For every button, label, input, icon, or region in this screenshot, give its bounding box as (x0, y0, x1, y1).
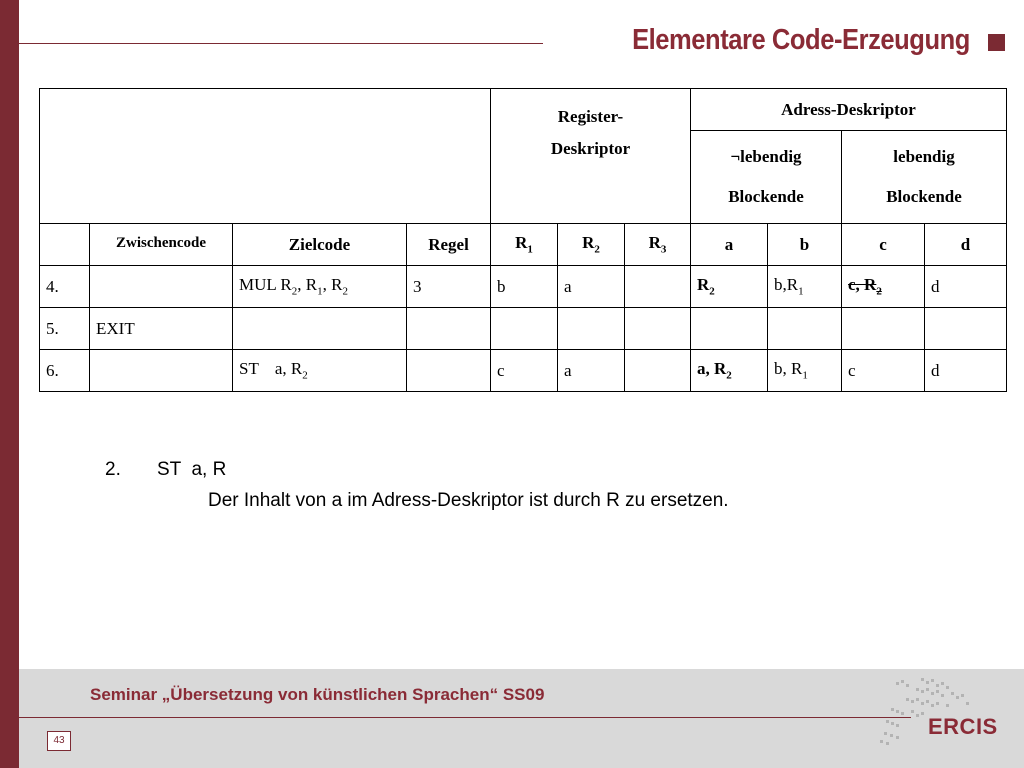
c-cell: c, $R_2$ (842, 266, 925, 308)
col-b-header: b (768, 224, 842, 266)
not-alive-header: ¬lebendig Blockende (691, 131, 842, 224)
r3-cell (625, 266, 691, 308)
alive-header: lebendig Blockende (842, 131, 1007, 224)
address-descriptor-header: Adress-Deskriptor (691, 89, 1007, 131)
a-cell: a, $R_2$ (691, 350, 768, 392)
empty-header-cell (40, 89, 491, 224)
slide-title: Elementare Code-Erzeugung (632, 24, 970, 56)
d-cell: d (925, 350, 1007, 392)
page-number: 43 (47, 731, 71, 751)
r1-cell: b (491, 266, 558, 308)
note-line (105, 459, 226, 481)
table-row (40, 266, 1007, 308)
r3-cell (625, 350, 691, 392)
rule-cell (407, 308, 491, 350)
col-r3-header: $R_3$ (625, 224, 691, 266)
title-square-icon (988, 34, 1005, 51)
r2-cell: a (558, 266, 625, 308)
left-accent-bar (0, 0, 19, 768)
rule-cell: 3 (407, 266, 491, 308)
note-number: 2. (105, 459, 121, 480)
row-number: 6. (40, 350, 90, 392)
ercis-logo: ERCIS (928, 714, 998, 739)
b-cell (768, 308, 842, 350)
header-row-1 (40, 89, 1007, 131)
col-a-header: a (691, 224, 768, 266)
r2-cell: a (558, 350, 625, 392)
intermediate-cell (90, 350, 233, 392)
target-cell: ST a, $R_2$ (233, 350, 407, 392)
intermediate-cell (90, 266, 233, 308)
c-cell: c (842, 350, 925, 392)
descriptor-table (39, 88, 1007, 392)
row-number: 4. (40, 266, 90, 308)
col-r1-header: $R_1$ (491, 224, 558, 266)
col-rule-header: Regel (407, 224, 491, 266)
c-cell (842, 308, 925, 350)
rule-cell (407, 350, 491, 392)
register-descriptor-header: Register- Deskriptor (491, 89, 691, 224)
footer-seminar-title: Seminar „Übersetzung von künstlichen Sprachen“ SS09 (90, 685, 545, 704)
column-header-row (40, 224, 1007, 266)
table-row (40, 350, 1007, 392)
d-cell: d (925, 266, 1007, 308)
b-cell: b, $R_1$ (768, 350, 842, 392)
col-intermediate-header: Zwischencode (90, 224, 233, 266)
d-cell (925, 308, 1007, 350)
r3-cell (625, 308, 691, 350)
r1-cell: c (491, 350, 558, 392)
col-target-header: Zielcode (233, 224, 407, 266)
b-cell: $b,R_1$ (768, 266, 842, 308)
col-d-header: d (925, 224, 1007, 266)
target-cell: MUL $R_2$, $R_1$, $R_2$ (233, 266, 407, 308)
note-instruction: ST a, R (157, 459, 227, 480)
row-number: 5. (40, 308, 90, 350)
col-num-header (40, 224, 90, 266)
r2-cell (558, 308, 625, 350)
a-cell: $R_2$ (691, 266, 768, 308)
r1-cell (491, 308, 558, 350)
note-explanation: Der Inhalt von a im Adress-Deskriptor ist durch R zu ersetzen. (208, 490, 729, 511)
title-rule (19, 43, 543, 44)
footer-band (19, 669, 1024, 768)
target-cell (233, 308, 407, 350)
a-cell (691, 308, 768, 350)
footer-rule (19, 717, 911, 718)
col-r2-header: $R_2$ (558, 224, 625, 266)
intermediate-cell: EXIT (90, 308, 233, 350)
table-row (40, 308, 1007, 350)
col-c-header: c (842, 224, 925, 266)
